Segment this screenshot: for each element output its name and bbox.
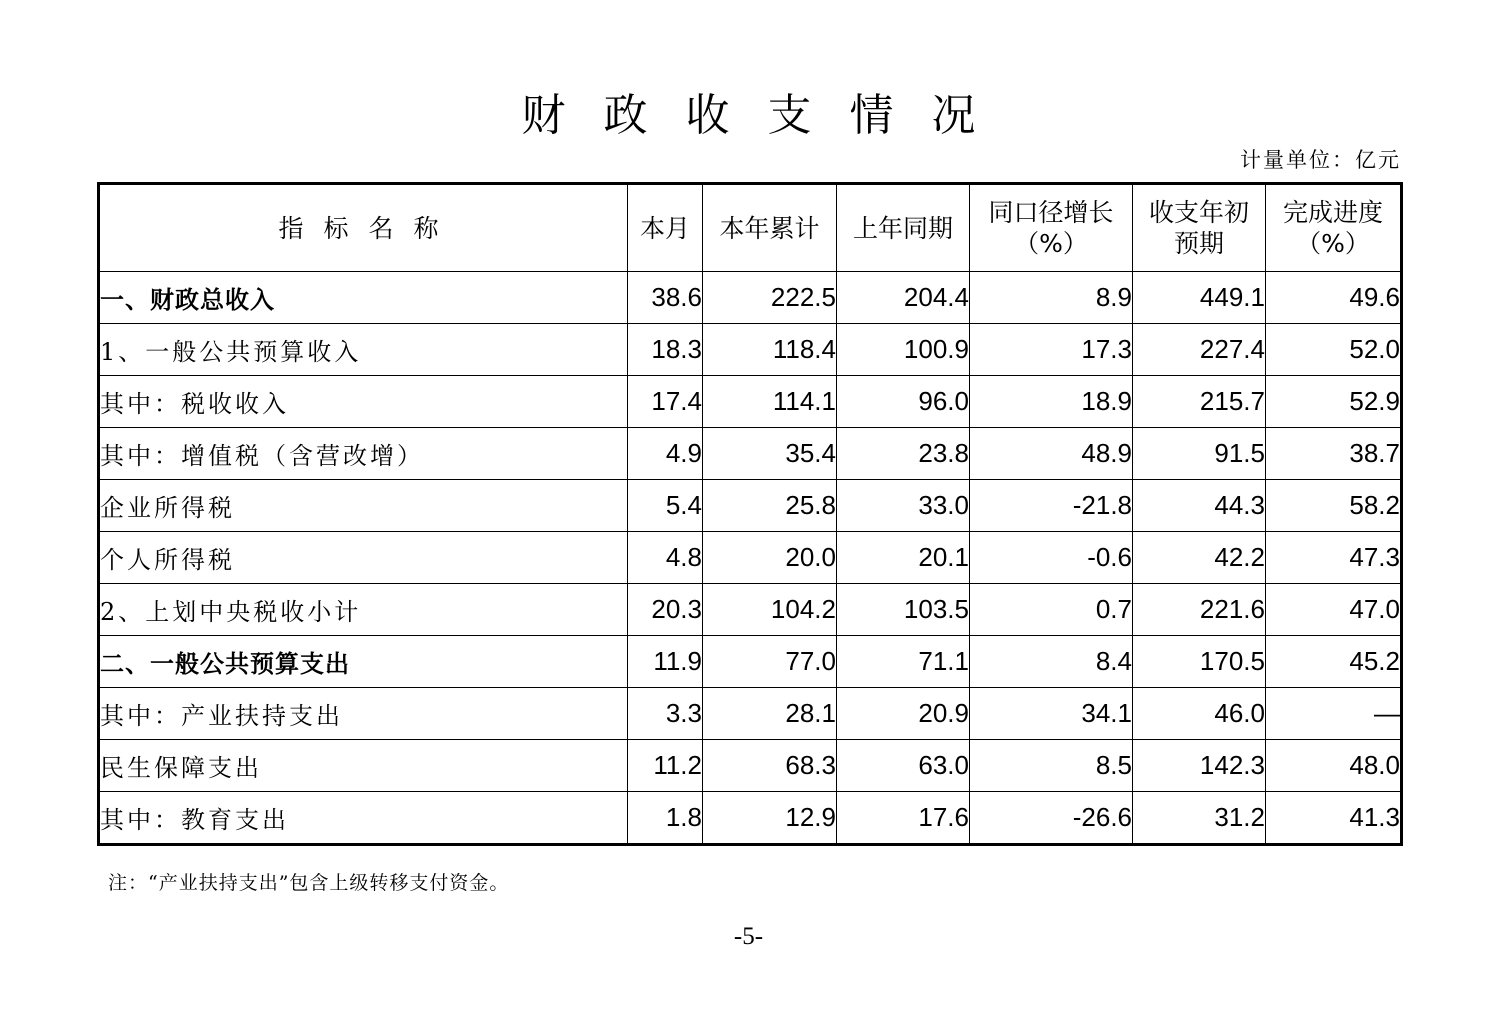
table-row [99,376,1402,428]
cell-growth: 18.9 [970,376,1133,428]
header-name: 指标名称 [99,184,628,272]
cell-budget: 221.6 [1133,584,1266,636]
table-row [99,740,1402,792]
cell-last-year: 33.0 [837,480,970,532]
cell-progress: 49.6 [1266,272,1402,324]
row-label: 其中：税收收入 [99,376,628,428]
cell-growth: -26.6 [970,792,1133,845]
cell-month: 1.8 [628,792,703,845]
header-growth-line1: 同口径增长 [988,198,1114,227]
cell-progress: 47.0 [1266,584,1402,636]
header-month: 本月 [628,184,703,272]
row-label: 一、财政总收入 [99,272,628,324]
cell-progress: 52.0 [1266,324,1402,376]
cell-budget: 170.5 [1133,636,1266,688]
cell-progress: 52.9 [1266,376,1402,428]
cell-month: 11.2 [628,740,703,792]
cell-month: 17.4 [628,376,703,428]
header-budget-line1: 收支年初 [1148,198,1249,227]
cell-last-year: 204.4 [837,272,970,324]
cell-budget: 42.2 [1133,532,1266,584]
cell-month: 5.4 [628,480,703,532]
cell-progress: — [1266,688,1402,740]
row-label: 个人所得税 [99,532,628,584]
row-label: 二、一般公共预算支出 [99,636,628,688]
header-progress [1266,184,1402,272]
table-header-row [99,184,1402,272]
cell-budget: 91.5 [1133,428,1266,480]
cell-ytd: 118.4 [703,324,837,376]
table-row [99,324,1402,376]
cell-progress: 48.0 [1266,740,1402,792]
table-row [99,688,1402,740]
cell-ytd: 222.5 [703,272,837,324]
cell-progress: 38.7 [1266,428,1402,480]
row-label: 2、上划中央税收小计 [99,584,628,636]
cell-growth: 8.5 [970,740,1133,792]
cell-last-year: 100.9 [837,324,970,376]
cell-last-year: 17.6 [837,792,970,845]
cell-growth: 0.7 [970,584,1133,636]
header-budget [1133,184,1266,272]
cell-ytd: 114.1 [703,376,837,428]
cell-progress: 58.2 [1266,480,1402,532]
cell-last-year: 23.8 [837,428,970,480]
page-number: -5- [733,923,764,950]
cell-budget: 46.0 [1133,688,1266,740]
row-label: 其中：教育支出 [99,792,628,845]
cell-ytd: 12.9 [703,792,837,845]
table-row [99,272,1402,324]
unit-label: 计量单位：亿元 [1240,148,1401,172]
header-progress-line2: （%） [1296,229,1370,258]
row-label: 民生保障支出 [99,740,628,792]
cell-ytd: 104.2 [703,584,837,636]
cell-last-year: 103.5 [837,584,970,636]
cell-month: 11.9 [628,636,703,688]
table-row [99,428,1402,480]
cell-budget: 142.3 [1133,740,1266,792]
table-row [99,480,1402,532]
cell-budget: 44.3 [1133,480,1266,532]
header-growth [970,184,1133,272]
cell-ytd: 68.3 [703,740,837,792]
cell-month: 4.8 [628,532,703,584]
cell-ytd: 28.1 [703,688,837,740]
header-growth-line2: （%） [1014,229,1088,258]
cell-growth: 8.4 [970,636,1133,688]
table-row [99,636,1402,688]
cell-ytd: 25.8 [703,480,837,532]
fiscal-table [97,182,1403,846]
cell-growth: 48.9 [970,428,1133,480]
row-label: 其中：产业扶持支出 [99,688,628,740]
cell-budget: 227.4 [1133,324,1266,376]
footnote: 注：“产业扶持支出”包含上级转移支付资金。 [108,872,510,894]
cell-month: 38.6 [628,272,703,324]
cell-progress: 45.2 [1266,636,1402,688]
cell-growth: -21.8 [970,480,1133,532]
cell-budget: 449.1 [1133,272,1266,324]
cell-last-year: 20.1 [837,532,970,584]
cell-last-year: 71.1 [837,636,970,688]
table-row [99,584,1402,636]
table-row [99,532,1402,584]
header-ytd: 本年累计 [703,184,837,272]
header-last-year: 上年同期 [837,184,970,272]
cell-ytd: 20.0 [703,532,837,584]
cell-month: 4.9 [628,428,703,480]
cell-budget: 215.7 [1133,376,1266,428]
header-progress-line1: 完成进度 [1282,198,1383,227]
cell-last-year: 20.9 [837,688,970,740]
header-budget-line2: 预期 [1173,229,1224,258]
cell-last-year: 63.0 [837,740,970,792]
cell-growth: -0.6 [970,532,1133,584]
cell-last-year: 96.0 [837,376,970,428]
cell-growth: 17.3 [970,324,1133,376]
cell-progress: 41.3 [1266,792,1402,845]
cell-progress: 47.3 [1266,532,1402,584]
row-label: 其中：增值税（含营改增） [99,428,628,480]
cell-month: 20.3 [628,584,703,636]
table-row [99,792,1402,845]
cell-growth: 8.9 [970,272,1133,324]
cell-month: 18.3 [628,324,703,376]
cell-ytd: 35.4 [703,428,837,480]
cell-budget: 31.2 [1133,792,1266,845]
row-label: 1、一般公共预算收入 [99,324,628,376]
cell-ytd: 77.0 [703,636,837,688]
page-title: 财政收支情况 [521,90,1014,141]
cell-month: 3.3 [628,688,703,740]
row-label: 企业所得税 [99,480,628,532]
cell-growth: 34.1 [970,688,1133,740]
